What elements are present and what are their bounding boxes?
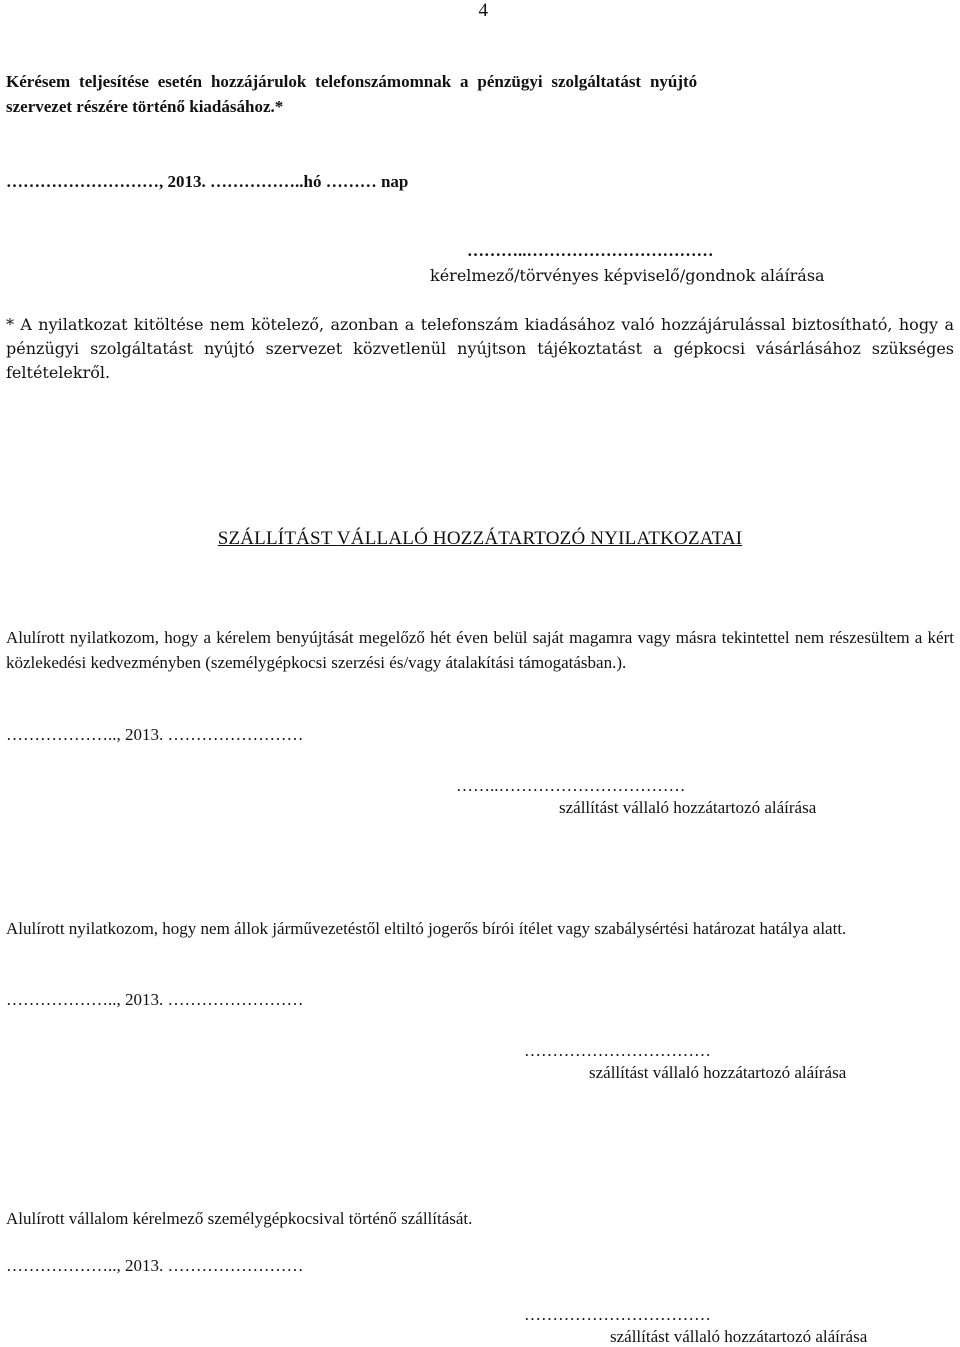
declaration-3-text: Alulírott vállalom kérelmező személygépkocsival történő szállítását. [6, 1209, 473, 1228]
declaration-2-date: ……………….., 2013. …………………… [6, 990, 304, 1009]
declaration-3-signature-line: …………………………… [524, 1305, 711, 1324]
footnote [6, 313, 954, 385]
consent-text-line1: Kérésem teljesítése esetén hozzájárulok telefonszámomnak a pénzügyi szolgáltatást nyújtó [6, 72, 698, 91]
footnote-text: * A nyilatkozat kitöltése nem kötelező, azonban a telefonszám kiadásához való hozzájárulással biztosítható, hogy a pénzügyi szolgáltatást nyújtó szervezet közvetlenül nyújtson tájékoztatást a gépkocsi vásárlásához szükséges feltételekről. [6, 315, 954, 382]
applicant-signature-line: ………..…………………………… [467, 241, 714, 260]
declaration-2-signature-line: …………………………… [524, 1041, 711, 1060]
declaration-2-text: Alulírott nyilatkozom, hogy nem állok járművezetéstől eltiltó jogerős bírói ítélet vagy szabálysértési határozat hatálya alatt. [6, 919, 847, 938]
declaration-1-signature-line: ……..…………………………… [456, 776, 686, 795]
date-place-line: ………………………, 2013. ……………..hó ……… nap [6, 172, 409, 191]
section-title: SZÁLLÍTÁST VÁLLALÓ HOZZÁTARTOZÓ NYILATKOZATAI [217, 528, 743, 549]
declaration-2-signature-label: szállítást vállaló hozzátartozó aláírása [589, 1063, 847, 1082]
page-number: 4 [478, 0, 488, 21]
declaration-1-signature-label: szállítást vállaló hozzátartozó aláírása [559, 798, 817, 817]
declaration-3-signature-label: szállítást vállaló hozzátartozó aláírása [610, 1327, 868, 1346]
applicant-signature-label: kérelmező/törvényes képviselő/gondnok aláírása [430, 266, 825, 285]
declaration-1-text: Alulírott nyilatkozom, hogy a kérelem benyújtását megelőző hét éven belül saját magamra vagy másra tekintettel nem részesültem a kért közlekedési kedvezményben (személygépkocsi szerzési és/vagy átalakítási támogatásban.). [6, 628, 954, 672]
declaration-1-date: ……………….., 2013. …………………… [6, 725, 304, 744]
declaration-3-date: ……………….., 2013. …………………… [6, 1256, 304, 1275]
consent-text-line2: szervezet részére történő kiadásához.* [6, 97, 284, 116]
